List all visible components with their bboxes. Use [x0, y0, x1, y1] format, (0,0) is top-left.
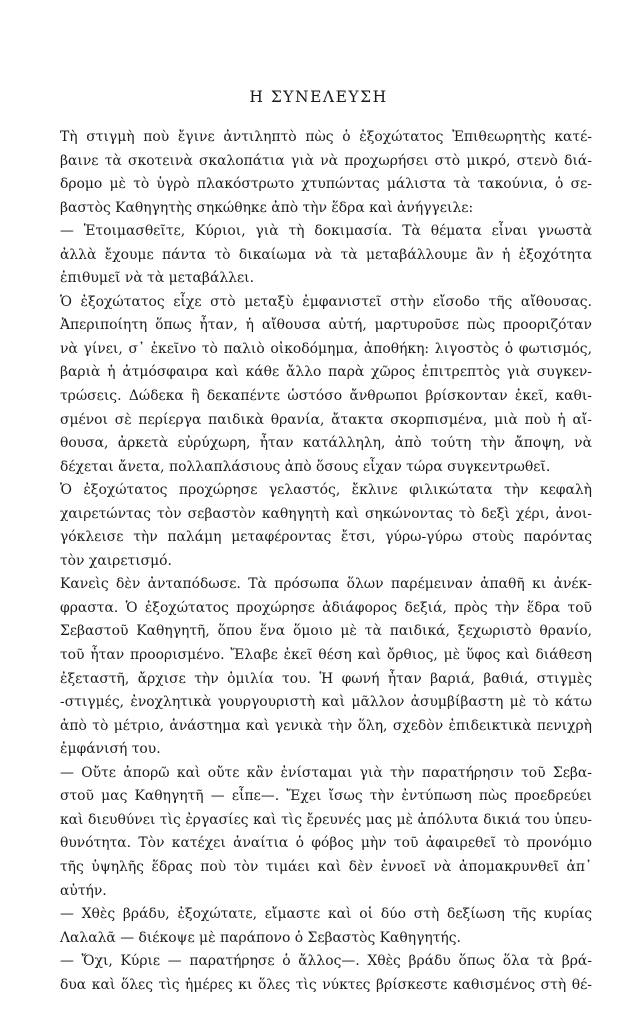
- text-line: βαινε τὰ σκοτεινὰ σκαλοπάτια γιὰ νὰ προχωρήσει στὸ μικρό, στενὸ διά-: [60, 152, 592, 169]
- text-line: -στιγμές, ἐνοχλητικὰ γουργουριστὴ καὶ μᾶλλον ἀσυμβίβαστη μὲ τὸ κάτω: [60, 694, 592, 711]
- text-line: Ἀπεριποίητη ὅπως ἦταν, ἡ αἴθουσα αὐτή, μαρτυροῦσε πὼς προοριζόταν: [60, 317, 592, 334]
- text-line: Ὁ ἐξοχώτατος εἶχε στὸ μεταξὺ ἐμφανιστεῖ στὴν εἴσοδο τῆς αἴθουσας.: [60, 293, 592, 310]
- text-line: θυνότητα. Τὸν κατέχει ἀναίτια ὁ φόβος μὴν τοῦ ἀφαιρεθεῖ τὸ προνόμιο: [60, 835, 592, 852]
- body-text: [60, 126, 592, 997]
- text-line: τῆς ὑψηλῆς ἕδρας ποὺ τὸν τιμάει καὶ δὲν ἐννοεῖ νὰ ἀπομακρυνθεῖ ἀπ᾿: [60, 858, 592, 875]
- text-line: Σεβαστοῦ Καθηγητῆ, ὅπου ἕνα ὅμοιο μὲ τὰ παιδικά, ξεχωριστὸ θρανίο,: [60, 623, 592, 640]
- text-line: ἐμφάνισή του.: [60, 741, 161, 758]
- text-line: καὶ διευθύνει τὶς ἐργασίες καὶ τὶς ἔρευνές μας μὲ ἀπόλυτα δικιά του ὑπευ-: [60, 811, 592, 828]
- text-line: βαριὰ ἡ ἀτμόσφαιρα καὶ κάθε ἄλλο παρὰ χῶρος ἐπιτρεπτὸς γιὰ συγκεν-: [60, 364, 592, 381]
- text-line: Τὴ στιγμὴ ποὺ ἔγινε ἀντιληπτὸ πὼς ὁ ἐξοχώτατος Ἐπιθεωρητὴς κατέ-: [60, 129, 592, 145]
- text-line: Λαλαλᾶ — διέκοψε μὲ παράπονο ὁ Σεβαστὸς Καθηγητής.: [60, 929, 461, 946]
- text-line: στοῦ μας Καθηγητῆ — εἶπε—. Ἔχει ἴσως τὴν ἐντύπωση πὼς προεδρεύει: [60, 788, 592, 805]
- text-line: δρομο μὲ τὸ ὑγρὸ πλακόστρωτο χτυπώντας μάλιστα τὰ τακούνια, ὁ σε-: [60, 176, 592, 193]
- text-line: φραστα. Ὁ ἐξοχώτατος προχώρησε ἀδιάφορος δεξιά, πρὸς τὴν ἕδρα τοῦ: [60, 599, 592, 616]
- text-line: τὸν χαιρετισμό.: [60, 552, 172, 569]
- text-line: — Ἑτοιμασθεῖτε, Κύριοι, γιὰ τὴ δοκιμασία. Τὰ θέματα εἶναι γνωστὰ: [60, 223, 592, 240]
- text-line: Ὁ ἐξοχώτατος προχώρησε γελαστός, ἔκλινε φιλικώτατα τὴν κεφαλὴ: [60, 482, 592, 499]
- text-line: σμένοι σὲ περίεργα παιδικὰ θρανία, ἄτακτα σκορπισμένα, μιὰ ποὺ ἡ αἴ-: [60, 411, 592, 428]
- text-line: νὰ γίνει, σ᾿ ἐκεῖνο τὸ παλιὸ οἰκοδόμημα, ἀποθήκη: λιγοστὸς ὁ φωτισμός,: [60, 340, 592, 357]
- text-line: αὐτήν.: [60, 882, 107, 899]
- text-line: Κανεὶς δὲν ἀνταπόδωσε. Τὰ πρόσωπα ὅλων παρέμειναν ἀπαθῆ κι ἀνέκ-: [60, 576, 592, 593]
- text-line: — Χθὲς βράδυ, ἐξοχώτατε, εἴμαστε καὶ οἱ δύο στὴ δεξίωση τῆς κυρίας: [60, 906, 592, 923]
- chapter-title: Η ΣΥΝΕΛΕΥΣΗ: [249, 88, 388, 106]
- text-line: ἐξεταστῆ, ἄρχισε τὴν ὁμιλία του. Ἡ φωνή ἦταν βαριά, βαθιά, στιγμὲς: [60, 670, 592, 687]
- text-line: ἀλλὰ ἔχουμε πάντα τὸ δικαίωμα νὰ τὰ μεταβάλλουμε ἂν ἡ ἐξοχότητα: [60, 246, 592, 263]
- text-line: θουσα, ἀρκετὰ εὐρύχωρη, ἦταν κατάλληλη, ἀπὸ τούτη τὴν ἄποψη, νὰ: [60, 435, 592, 452]
- text-line: δέχεται ἄνετα, πολλαπλάσιους ἀπὸ ὅσους εἶχαν τώρα συγκεντρωθεῖ.: [60, 458, 551, 475]
- text-line: χαιρετώντας τὸν σεβαστὸν καθηγητὴ καὶ σηκώνοντας τὸ δεξὶ χέρι, ἀνοι-: [60, 505, 592, 522]
- text-line: — Οὔτε ἀπορῶ καὶ οὔτε κἂν ἐνίσταμαι γιὰ τὴν παρατήρησιν τοῦ Σεβα-: [60, 764, 592, 781]
- text-line: ἐπιθυμεῖ νὰ τὰ μεταβάλλει.: [60, 270, 255, 287]
- text-line: τρώσεις. Δώδεκα ἢ δεκαπέντε ὡστόσο ἄνθρωποι βρίσκονταν ἐκεῖ, καθι-: [60, 388, 592, 405]
- text-line: ἀπὸ τὸ μέτριο, ἀνάστημα καὶ γενικὰ τὴν ὅλη, σχεδὸν ἐπιδεικτικὰ πενιχρὴ: [60, 717, 592, 734]
- text-line: βαστὸς Καθηγητὴς σηκώθηκε ἀπὸ τὴν ἕδρα καὶ ἀνήγγειλε:: [60, 199, 474, 216]
- text-line: — Ὄχι, Κύριε — παρατήρησε ὁ ἄλλος—. Χθὲς βράδυ ὅπως ὅλα τὰ βρά-: [60, 953, 592, 970]
- text-line: γόκλεισε τὴν παλάμη μεταφέροντας ἔτσι, γύρω-γύρω στοὺς παρόντας: [60, 529, 592, 546]
- text-line: δυα καὶ ὅλες τὶς ἡμέρες κι ὅλες τὶς νύκτες βρίσκεστε καθισμένος στὴ θέ-: [60, 976, 592, 993]
- text-line: τοῦ ἦταν προορισμένο. Ἔλαβε ἐκεῖ θέση καὶ ὄρθιος, μὲ ὕφος καὶ διάθεση: [60, 647, 592, 664]
